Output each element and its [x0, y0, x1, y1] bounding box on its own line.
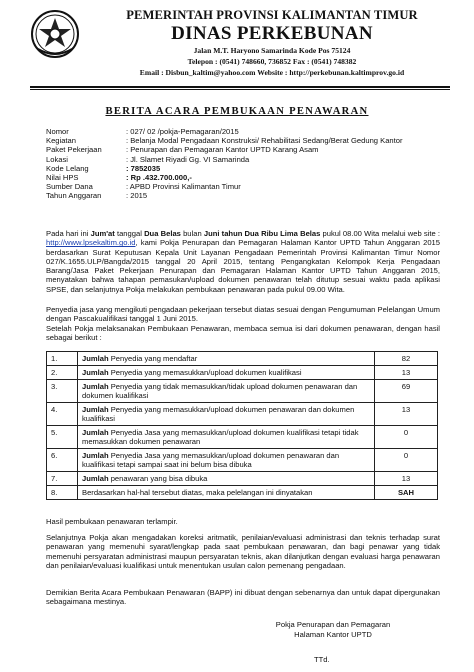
row-description: [78, 366, 375, 380]
table-row: [47, 380, 438, 403]
signature-mark: TTd.: [314, 655, 330, 664]
row-description: [78, 486, 375, 500]
address-line: Jalan M.T. Haryono Samarinda Kode Pos 75124: [193, 46, 351, 55]
row-lead: Jumlah: [82, 405, 109, 414]
info-value: : Jl. Slamet Riyadi Gg. VI Samarinda: [126, 154, 250, 164]
row-text: Penyedia Jasa yang memasukkan/upload dokumen penawaran dan kualifikasi tetapi sampai saat ini belum bisa dibuka: [82, 451, 340, 469]
date-day: Dua Belas: [144, 229, 181, 238]
info-row-nilai-hps: [46, 173, 403, 182]
signatory-line-1: Pokja Penurapan dan Pemagaran: [275, 620, 391, 629]
table-row: [47, 366, 438, 380]
info-row-lokasi: [46, 155, 403, 164]
info-row-sumber-dana: [46, 182, 403, 191]
row-value: 13: [375, 403, 438, 426]
row-lead: Jumlah: [82, 354, 109, 363]
info-label: Nilai HPS: [46, 173, 79, 183]
row-value: 69: [375, 380, 438, 403]
date-month-year: Juni tahun Dua Ribu Lima Belas: [203, 229, 321, 238]
row-number: 2.: [47, 366, 78, 380]
row-lead: Jumlah: [82, 368, 109, 377]
info-value: : APBD Provinsi Kalimantan Timur: [126, 182, 241, 192]
province-emblem-icon: [30, 9, 80, 59]
row-value: 82: [375, 352, 438, 366]
text-run: pukul 08.00 Wita melalui web site :: [320, 229, 440, 238]
info-row-paket: [46, 145, 403, 154]
letterhead-rule-thick: [30, 86, 450, 88]
row-text: Berdasarkan hal-hal tersebut diatas, maka pelelangan ini dinyatakan: [82, 488, 313, 497]
table-row: [47, 449, 438, 472]
table-row: [47, 352, 438, 366]
row-number: 1.: [47, 352, 78, 366]
day-name: Jum'at: [90, 229, 115, 238]
row-value: 0: [375, 426, 438, 449]
signatory-line-2: Halaman Kantor UPTD: [294, 629, 372, 639]
government-name: PEMERINTAH PROVINSI KALIMANTAN TIMUR: [126, 8, 418, 22]
results-intro-paragraph: Setelah Pokja melaksanakan Pembukaan Penawaran, membaca semua isi dari dokumen penawaran, dengan hasil sebagai berikut :: [46, 324, 440, 343]
document-title: BERITA ACARA PEMBUKAAN PENAWARAN: [105, 106, 369, 117]
row-lead: Jumlah: [82, 474, 109, 483]
info-label: Kode Lelang: [46, 163, 89, 173]
info-block: [46, 127, 403, 201]
next-steps-paragraph: Selanjutnya Pokja akan mengadakan koreksi aritmatik, penilaian/evaluasi administrasi dan teknis terhadap surat penawaran yang memenuhi syarat/lengkap pada saat pembukaan penawaran, dan bagi penawar yang tidak memenuhi persyaratan administrasi maupun persyaratan teknis, akan dilanjutkan dengan evaluasi harga penawaran dan penilaian/evaluasi kualifikasi untuk menentukan usulan calon pemenang pengadaan.: [46, 533, 440, 570]
info-row-kode-lelang: [46, 164, 403, 173]
row-number: 6.: [47, 449, 78, 472]
info-value: : Penurapan dan Pemagaran Kantor UPTD Karang Asam: [126, 145, 319, 155]
row-value: 0: [375, 449, 438, 472]
department-name: DINAS PERKEBUNAN: [171, 23, 373, 44]
row-lead: Jumlah: [82, 451, 109, 460]
opening-paragraph: [46, 229, 440, 294]
participants-paragraph: Penyedia jasa yang mengikuti pengadaan pekerjaan tersebut diatas sesuai dengan Pengumuman Pelelangan Umum dengan Pascakualifikasi tanggal 1 Juni 2015.: [46, 305, 440, 324]
info-label: Tahun Anggaran: [46, 191, 102, 201]
row-number: 5.: [47, 426, 78, 449]
row-text: Penyedia Jasa yang memasukkan/upload dokumen kualifikasi tetapi tidak memasukkan dokumen penawaran: [82, 428, 359, 446]
row-text: Penyedia yang mendaftar: [108, 354, 198, 363]
row-value: SAH: [375, 486, 438, 500]
info-value: : Belanja Modal Pengadaan Konstruksi/ Rehabilitasi Sedang/Berat Gedung Kantor: [126, 136, 403, 146]
row-description: [78, 380, 375, 403]
text-run: Pada hari ini: [46, 229, 91, 238]
text-run: bulan: [180, 229, 204, 238]
info-row-tahun: [46, 191, 403, 200]
row-number: 3.: [47, 380, 78, 403]
results-table: [46, 351, 438, 500]
attachment-note: Hasil pembukaan penawaran terlampir.: [46, 517, 178, 526]
info-row-nomor: [46, 127, 403, 136]
table-row: [47, 486, 438, 500]
row-text: Penyedia yang memasukkan/upload dokumen penawaran dan dokumen kualifikasi: [82, 405, 355, 423]
info-label: Paket Pekerjaan: [46, 145, 102, 155]
row-value: 13: [375, 366, 438, 380]
row-lead: Jumlah: [82, 382, 109, 391]
info-label: Sumber Dana: [46, 182, 93, 192]
info-row-kegiatan: [46, 136, 403, 145]
info-label: Nomor: [46, 127, 69, 136]
text-run: tanggal: [114, 229, 145, 238]
row-number: 4.: [47, 403, 78, 426]
row-value: 13: [375, 472, 438, 486]
row-lead: Jumlah: [82, 428, 109, 437]
info-value: : 2015: [126, 191, 148, 201]
row-text: Penyedia yang memasukkan/upload dokumen kualifikasi: [108, 368, 302, 377]
info-value: : Rp .432.700.000,-: [126, 173, 192, 183]
row-description: [78, 472, 375, 486]
signature-block: [258, 620, 408, 639]
letterhead-rule-thin: [30, 89, 450, 90]
phone-line: Telepon : (0541) 748660, 736852 Fax : (0541) 748382: [187, 57, 357, 66]
row-description: [78, 403, 375, 426]
text-run: , kami Pokja Penurapan dan Pemagaran Halaman Kantor UPTD Tahun Anggaran 2015 berdasarkan Surat Keputusan Kepala Unit Layanan Pengadaan Pemerintah Provinsi Kalimantan Timur Nomor 027/K.1655.ULP/Bangda/2015 tanggal 20 April 2015, tentang Pengangkatan Kelompok Kerja Pengadaan Barang/Jasa Paket Pekerjaan Penurapan dan Pemagaran Halaman Kantor UPTD Tahun Anggaran 2015, menyatakan bahwa tahapan pemasukan/upload dokumen penawaran telah ditutup sesuai waktu pada aplikasi SPSE, dan selanjutnya Pokja melakukan pembukaan penawaran pada pukul 09.00 Wita.: [46, 238, 440, 294]
info-label: Kegiatan: [46, 136, 76, 146]
row-text: penawaran yang bisa dibuka: [108, 474, 208, 483]
row-text: Penyedia yang tidak memasukkan/tidak upload dokumen penawaran dan dokumen kualifikasi: [82, 382, 358, 400]
info-label: Lokasi: [46, 154, 68, 164]
row-description: [78, 352, 375, 366]
row-number: 8.: [47, 486, 78, 500]
email-web-line: Email : Disbun_kaltim@yahoo.com Website : http://perkebunan.kaltimprov.go.id: [139, 68, 405, 77]
lpse-link[interactable]: http://www.lpsekaltim.go.id: [46, 238, 136, 248]
letterhead: [86, 8, 458, 78]
row-description: [78, 426, 375, 449]
table-row: [47, 472, 438, 486]
closing-paragraph: Demikian Berita Acara Pembukaan Penawaran (BAPP) ini dibuat dengan sebenarnya dan untuk dapat dipergunakan sebagaimana mestinya.: [46, 588, 440, 607]
table-row: [47, 403, 438, 426]
row-number: 7.: [47, 472, 78, 486]
info-value: : 7852035: [126, 163, 161, 173]
row-description: [78, 449, 375, 472]
table-row: [47, 426, 438, 449]
info-value: : 027/ 02 /pokja-Pemagaran/2015: [126, 127, 239, 136]
